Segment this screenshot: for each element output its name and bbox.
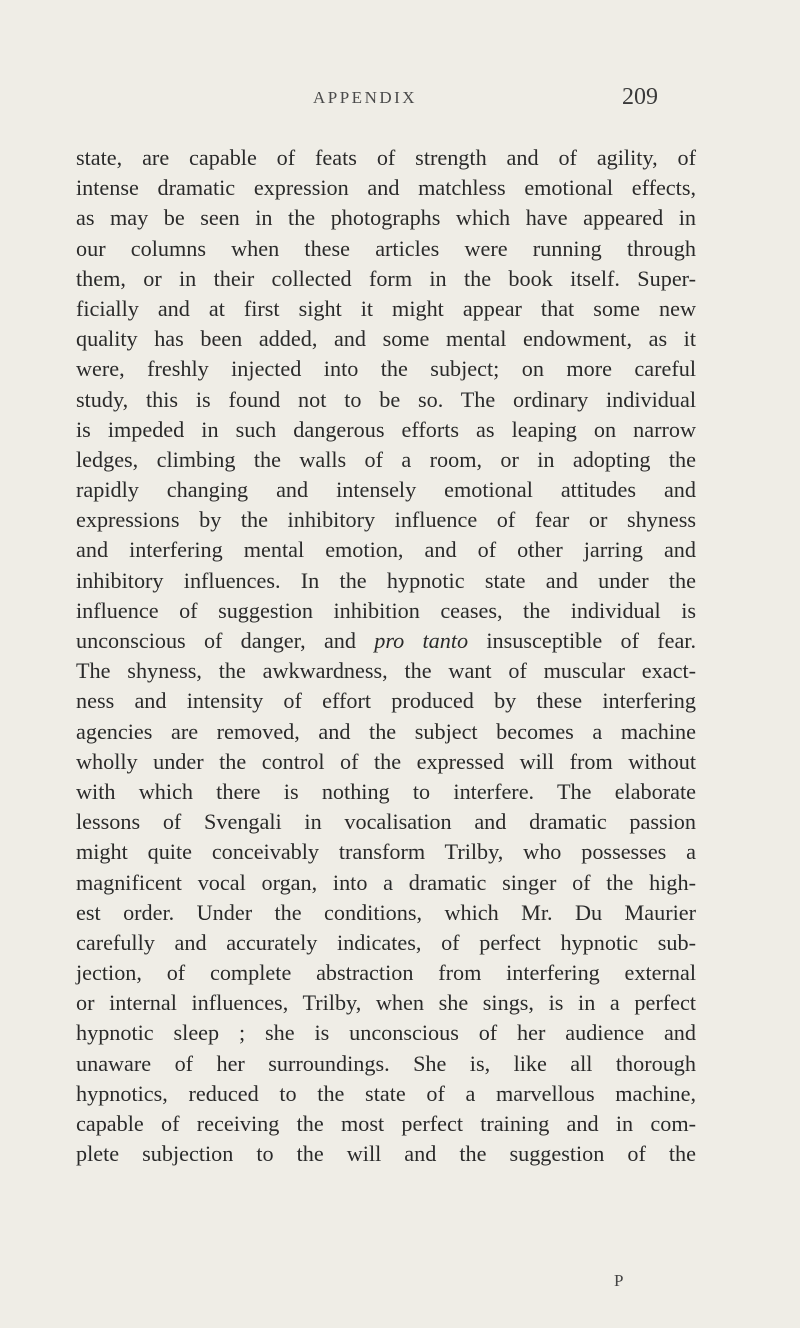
text-line bbox=[76, 837, 696, 867]
text-line bbox=[76, 203, 696, 233]
text-line bbox=[76, 173, 696, 203]
text-run: hypnotic sleep ; she is unconscious of her audience and bbox=[76, 1020, 696, 1046]
text-run: hypnotics, reduced to the state of a marvellous machine, bbox=[76, 1080, 696, 1106]
text-run: our columns when these articles were running through bbox=[76, 235, 696, 261]
text-run: The shyness, the awkwardness, the want of muscular exact- bbox=[76, 658, 696, 684]
italic-phrase: pro tanto bbox=[374, 628, 469, 653]
text-line bbox=[76, 445, 696, 475]
running-head-title: APPENDIX bbox=[313, 88, 418, 107]
text-line bbox=[76, 1109, 696, 1139]
text-line bbox=[76, 415, 696, 445]
text-line bbox=[76, 626, 696, 656]
text-line bbox=[76, 143, 696, 173]
text-run: carefully and accurately indicates, of perfect hypnotic sub- bbox=[76, 929, 696, 955]
text-run: unconscious of danger, and bbox=[76, 628, 375, 653]
text-line bbox=[76, 747, 696, 777]
text-line bbox=[76, 868, 696, 898]
text-line bbox=[76, 988, 696, 1018]
text-line bbox=[76, 898, 696, 928]
text-run: insusceptible of fear. bbox=[468, 628, 697, 653]
text-run: agencies are removed, and the subject becomes a machine bbox=[76, 718, 696, 744]
text-run: might quite conceivably transform Trilby, who possesses a bbox=[76, 839, 696, 865]
text-run: lessons of Svengali in vocalisation and dramatic passion bbox=[76, 809, 696, 835]
page-number: 209 bbox=[622, 84, 658, 110]
text-run: plete subjection to the will and the suggestion of the bbox=[76, 1141, 696, 1167]
text-line bbox=[76, 535, 696, 565]
text-line bbox=[76, 566, 696, 596]
text-line bbox=[76, 475, 696, 505]
text-run: quality has been added, and some mental endowment, as it bbox=[76, 326, 696, 352]
text-run: study, this is found not to be so. The ordinary individual bbox=[76, 386, 696, 412]
text-run: and interfering mental emotion, and of other jarring and bbox=[76, 537, 696, 563]
text-line bbox=[76, 596, 696, 626]
text-run: unaware of her surroundings. She is, like all thorough bbox=[76, 1050, 696, 1076]
text-line bbox=[76, 264, 696, 294]
text-run: rapidly changing and intensely emotional attitudes and bbox=[76, 477, 696, 503]
running-header bbox=[0, 84, 800, 112]
text-run: magnificent vocal organ, into a dramatic singer of the high- bbox=[76, 869, 696, 895]
text-run: were, freshly injected into the subject; on more careful bbox=[76, 356, 696, 382]
text-run: capable of receiving the most perfect training and in com- bbox=[76, 1111, 696, 1136]
text-line bbox=[76, 1139, 696, 1169]
text-run: intense dramatic expression and matchless emotional effects, bbox=[76, 175, 696, 201]
signature-mark: P bbox=[614, 1271, 624, 1290]
text-line bbox=[76, 656, 696, 686]
text-line bbox=[76, 385, 696, 415]
text-line bbox=[76, 717, 696, 747]
text-run: state, are capable of feats of strength and of agility, of bbox=[76, 145, 696, 170]
text-line bbox=[76, 1079, 696, 1109]
text-line bbox=[76, 294, 696, 324]
text-line bbox=[76, 686, 696, 716]
text-run: wholly under the control of the expressed will from without bbox=[76, 748, 696, 774]
text-run: inhibitory influences. In the hypnotic state and under the bbox=[76, 567, 696, 593]
text-line bbox=[76, 958, 696, 988]
text-line bbox=[76, 928, 696, 958]
text-run: or internal influences, Trilby, when she sings, is in a perfect bbox=[76, 990, 696, 1016]
text-line bbox=[76, 324, 696, 354]
text-run: est order. Under the conditions, which Mr. Du Maurier bbox=[76, 899, 696, 925]
body-paragraph bbox=[76, 143, 696, 1169]
text-run: them, or in their collected form in the book itself. Super- bbox=[76, 265, 696, 291]
text-run: ness and intensity of effort produced by these interfering bbox=[76, 688, 696, 714]
text-line bbox=[76, 807, 696, 837]
text-run: ledges, climbing the walls of a room, or in adopting the bbox=[76, 446, 696, 472]
text-run: as may be seen in the photographs which have appeared in bbox=[76, 205, 696, 231]
text-run: expressions by the inhibitory influence of fear or shyness bbox=[76, 507, 696, 533]
text-line bbox=[76, 354, 696, 384]
text-line bbox=[76, 777, 696, 807]
text-line bbox=[76, 234, 696, 264]
text-run: is impeded in such dangerous efforts as leaping on narrow bbox=[76, 416, 696, 442]
text-run: with which there is nothing to interfere. The elaborate bbox=[76, 778, 696, 804]
text-run: jection, of complete abstraction from interfering external bbox=[76, 960, 696, 986]
text-line bbox=[76, 1018, 696, 1048]
text-run: influence of suggestion inhibition ceases, the individual is bbox=[76, 597, 696, 623]
text-run: ficially and at first sight it might appear that some new bbox=[76, 295, 696, 321]
text-line bbox=[76, 505, 696, 535]
text-line bbox=[76, 1049, 696, 1079]
